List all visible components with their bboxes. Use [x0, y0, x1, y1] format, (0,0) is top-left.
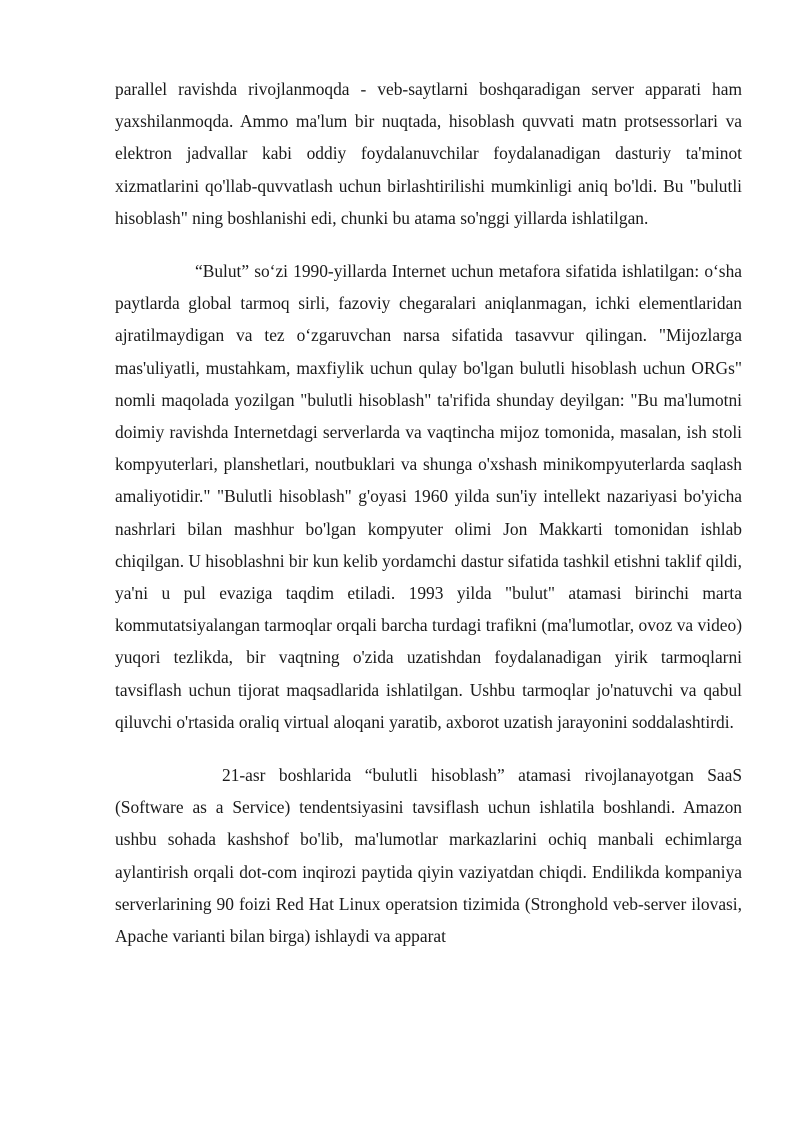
paragraph-cloud-origin: “Bulut” so‘zi 1990-yillarda Internet uchun metafora sifatida ishlatilgan: o‘sha paytlarda global tarmoq sirli, fazoviy chegaralari aniqlanmagan, ichki elementlaridan ajratilmaydigan va tez o‘zgaruvchan narsa sifatida tasavvur qilingan. "Mijozlarga mas'uliyatli, mustahkam, maxfiylik uchun qulay bo'lgan bulutli hisoblash uchun ORGs" nomli maqolada yozilgan "bulutli hisoblash" ta'rifida shunday deyilgan: "Bu ma'lumotni doimiy ravishda Internetdagi serverlarda va vaqtincha mijoz tomonida, masalan, ish stoli kompyuterlari, planshetlari, noutbuklari va shunga o'xshash minikompyuterlarda saqlash amaliyotidir." "Bulutli hisoblash" g'oyasi 1960 yilda sun'iy intellekt nazariyasi bo'yicha nashrlari bilan mashhur bo'lgan kompyuter olimi Jon Makkarti tomonidan ishlab chiqilgan. U hisoblashni bir kun kelib yordamchi dastur sifatida tashkil etishni taklif qildi, ya'ni u pul evaziga taqdim etiladi. 1993 yilda "bulut" atamasi birinchi marta kommutatsiyalangan tarmoqlar orqali barcha turdagi trafikni (ma'lumotlar, ovoz va video) yuqori tezlikda, bir vaqtning o'zida uzatishdan foydalanadigan yirik tarmoqlarni tavsiflash uchun tijorat maqsadlarida ishlatilgan. Ushbu tarmoqlar jo'natuvchi va qabul qiluvchi o'rtasida oraliq virtual aloqani yaratib, axborot uzatish jarayonini soddalashtirdi.	[115, 261, 742, 732]
paragraph-continuation: parallel ravishda rivojlanmoqda - veb-saytlarni boshqaradigan server apparati ham yaxshilanmoqda. Ammo ma'lum bir nuqtada, hisoblash quvvati matn protsessorlari va elektron jadvallar kabi oddiy foydalanuvchilar foydalanadigan dasturiy ta'minot xizmatlarini qo'llab-quvvatlash uchun birlashtirilishi mumkinligi aniq bo'ldi. Bu "bulutli hisoblash" ning boshlanishi edi, chunki bu atama so'nggi yillarda ishlatilgan.	[115, 79, 742, 228]
document-body	[115, 73, 742, 952]
paragraph-spacer	[115, 738, 742, 759]
paragraph-spacer	[115, 234, 742, 255]
paragraph-21st-century: 21-asr boshlarida “bulutli hisoblash” atamasi rivojlanayotgan SaaS (Software as a Service) tendentsiyasini tavsiflash uchun ishlatila boshlandi. Amazon ushbu sohada kashshof bo'lib, ma'lumotlar markazlarini ochiq manbali echimlarga aylantirish orqali dot-com inqirozi paytida qiyin vaziyatdan chiqdi. Endilikda kompaniya serverlarining 90 foizi Red Hat Linux operatsion tizimida (Stronghold veb-server ilovasi, Apache varianti bilan birga) ishlaydi va apparat	[115, 765, 742, 947]
